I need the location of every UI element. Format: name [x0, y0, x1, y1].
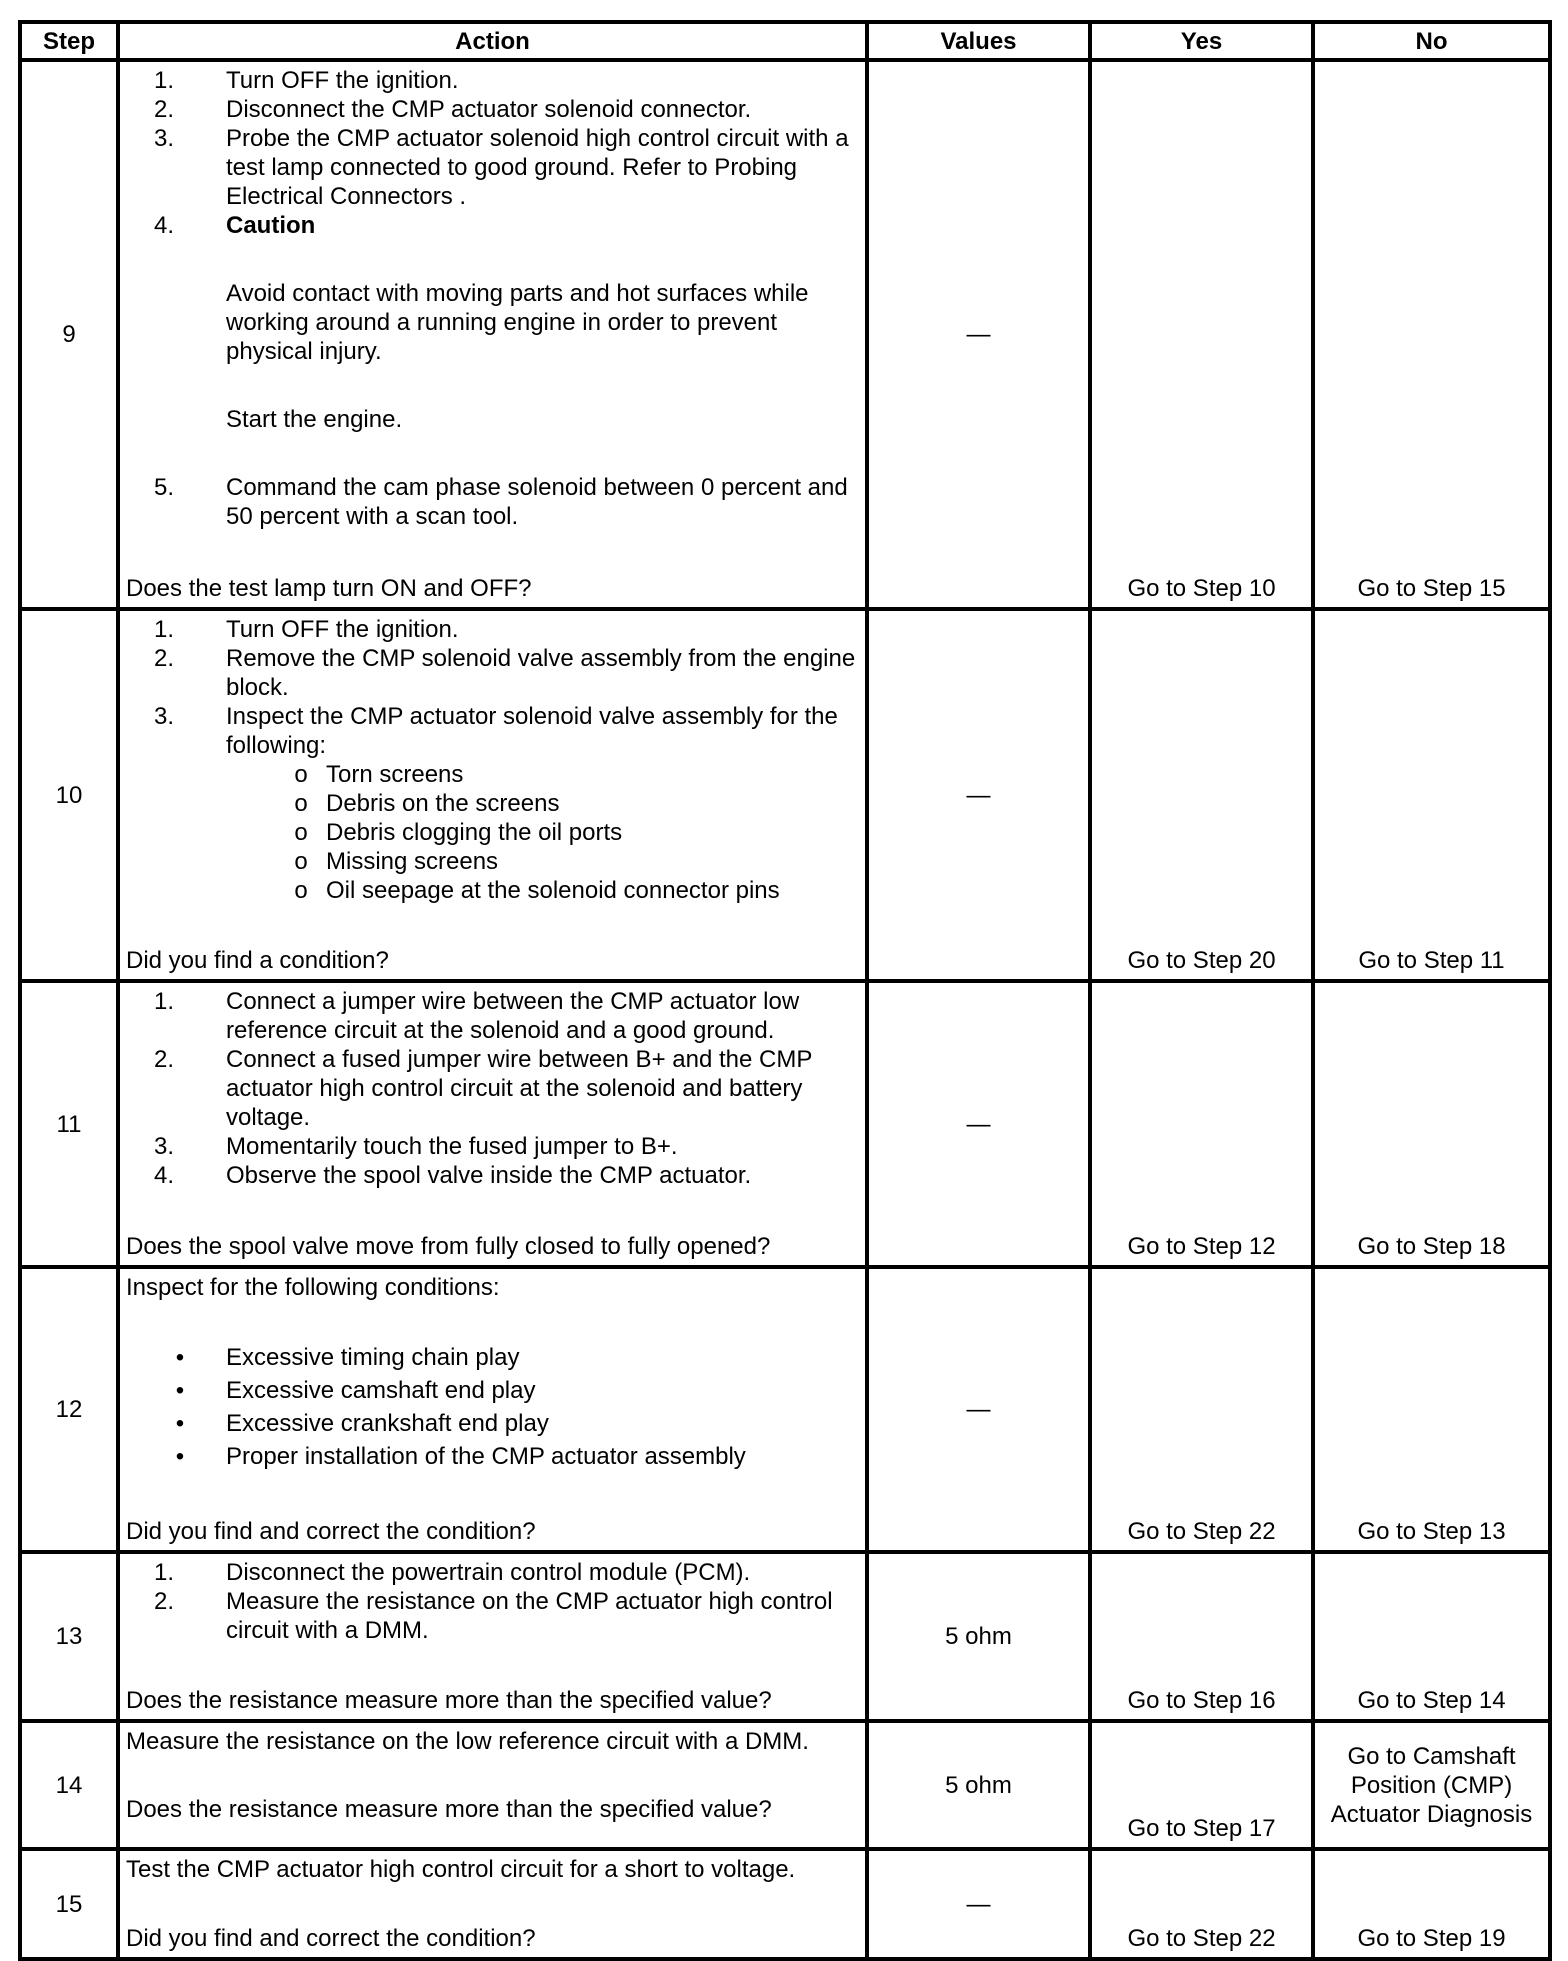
no-cell: Go to Step 18	[1313, 981, 1550, 1267]
no-cell: Go to Step 14	[1313, 1552, 1550, 1721]
item-number: 4.	[153, 212, 174, 239]
item-text: Connect a jumper wire between the CMP actuator low reference circuit at the solenoid and a good ground.	[226, 988, 800, 1044]
sub-marker: o	[294, 819, 308, 846]
table-row-step-9	[20, 60, 1550, 609]
header-row	[20, 22, 1550, 60]
table-row-step-14	[20, 1721, 1550, 1849]
question-text: Does the resistance measure more than the specified value?	[126, 1796, 772, 1823]
question-text: Did you find a condition?	[126, 947, 389, 974]
item-text: Disconnect the powertrain control module (PCM).	[226, 1559, 751, 1586]
intro-text: Inspect for the following conditions:	[126, 1274, 500, 1301]
yes-cell: Go to Step 22	[1090, 1849, 1313, 1959]
item-number: 2.	[153, 1046, 174, 1073]
item-text: Remove the CMP solenoid valve assembly from the engine block.	[226, 645, 856, 701]
sub-marker: o	[294, 848, 308, 875]
no-cell: Go to Step 15	[1313, 60, 1550, 609]
item-number: 1.	[153, 988, 174, 1015]
question-text: Does the resistance measure more than the specified value?	[126, 1687, 772, 1714]
item-number: 3.	[153, 703, 174, 730]
item-number: 5.	[153, 474, 174, 501]
item-number: 4.	[153, 1162, 174, 1189]
intro-text: Measure the resistance on the low reference circuit with a DMM.	[126, 1728, 809, 1755]
caution-heading: Caution	[226, 212, 316, 239]
item-number: 1.	[153, 616, 174, 643]
bullet-marker: •	[175, 1377, 185, 1404]
values-cell: —	[867, 609, 1090, 981]
header-yes: Yes	[1090, 22, 1313, 60]
item-text: Inspect the CMP actuator solenoid valve assembly for the following:	[226, 703, 838, 759]
bullet-item: Excessive camshaft end play	[226, 1377, 536, 1404]
question-text: Did you find and correct the condition?	[126, 1925, 536, 1952]
diagnostic-table	[18, 20, 1552, 1961]
yes-cell: Go to Step 16	[1090, 1552, 1313, 1721]
values-cell: —	[867, 1267, 1090, 1552]
values-cell: 5 ohm	[867, 1552, 1090, 1721]
item-number: 1.	[153, 67, 174, 94]
item-text: Turn OFF the ignition.	[226, 67, 459, 94]
step-number: 11	[20, 981, 118, 1267]
bullet-item: Excessive crankshaft end play	[226, 1410, 549, 1437]
item-number: 1.	[153, 1559, 174, 1586]
item-text: Connect a fused jumper wire between B+ and the CMP actuator high control circuit at the solenoid and battery voltage.	[226, 1046, 812, 1131]
header-values: Values	[867, 22, 1090, 60]
item-number: 2.	[153, 96, 174, 123]
no-cell: Go to Camshaft Position (CMP) Actuator Diagnosis	[1313, 1721, 1550, 1849]
question-text: Does the spool valve move from fully closed to fully opened?	[126, 1233, 771, 1260]
action-cell	[118, 981, 867, 1267]
sub-item: Debris on the screens	[326, 790, 560, 817]
question-text: Does the test lamp turn ON and OFF?	[126, 575, 532, 602]
bullet-item: Proper installation of the CMP actuator assembly	[226, 1443, 746, 1470]
header-action: Action	[118, 22, 867, 60]
values-cell: —	[867, 981, 1090, 1267]
yes-cell: Go to Step 22	[1090, 1267, 1313, 1552]
table-row-step-11	[20, 981, 1550, 1267]
sub-item: Debris clogging the oil ports	[326, 819, 623, 846]
values-cell: 5 ohm	[867, 1721, 1090, 1849]
start-engine-text: Start the engine.	[226, 406, 403, 433]
sub-item: Missing screens	[326, 848, 499, 875]
sub-item: Oil seepage at the solenoid connector pins	[326, 877, 780, 904]
table-row-step-10	[20, 609, 1550, 981]
sub-marker: o	[294, 790, 308, 817]
step-number: 12	[20, 1267, 118, 1552]
action-cell	[118, 1721, 867, 1849]
step-number: 9	[20, 60, 118, 609]
yes-cell: Go to Step 12	[1090, 981, 1313, 1267]
item-number: 2.	[153, 645, 174, 672]
item-text: Command the cam phase solenoid between 0 percent and 50 percent with a scan tool.	[226, 474, 848, 530]
action-cell	[118, 1552, 867, 1721]
table-row-step-15	[20, 1849, 1550, 1959]
sub-item: Torn screens	[326, 761, 464, 788]
intro-text: Test the CMP actuator high control circuit for a short to voltage.	[126, 1856, 796, 1883]
bullet-marker: •	[175, 1410, 185, 1437]
table-row-step-13	[20, 1552, 1550, 1721]
sub-marker: o	[294, 761, 308, 788]
step-number: 13	[20, 1552, 118, 1721]
yes-cell: Go to Step 17	[1090, 1721, 1313, 1849]
item-number: 3.	[153, 1133, 174, 1160]
no-cell: Go to Step 19	[1313, 1849, 1550, 1959]
header-no: No	[1313, 22, 1550, 60]
item-text: Observe the spool valve inside the CMP actuator.	[226, 1162, 752, 1189]
values-cell: —	[867, 1849, 1090, 1959]
item-number: 3.	[153, 125, 174, 152]
yes-cell: Go to Step 10	[1090, 60, 1313, 609]
bullet-item: Excessive timing chain play	[226, 1344, 520, 1371]
values-cell: —	[867, 60, 1090, 609]
header-step: Step	[20, 22, 118, 60]
action-cell	[118, 609, 867, 981]
item-text: Disconnect the CMP actuator solenoid connector.	[226, 96, 752, 123]
question-text: Did you find and correct the condition?	[126, 1518, 536, 1545]
no-cell: Go to Step 11	[1313, 609, 1550, 981]
item-number: 2.	[153, 1588, 174, 1615]
action-cell	[118, 1849, 867, 1959]
step-number: 14	[20, 1721, 118, 1849]
bullet-marker: •	[175, 1344, 185, 1371]
action-cell	[118, 60, 867, 609]
step-number: 10	[20, 609, 118, 981]
step-number: 15	[20, 1849, 118, 1959]
item-text: Momentarily touch the fused jumper to B+.	[226, 1133, 678, 1160]
yes-cell: Go to Step 20	[1090, 609, 1313, 981]
action-cell	[118, 1267, 867, 1552]
table-row-step-12	[20, 1267, 1550, 1552]
sub-marker: o	[294, 877, 308, 904]
item-text: Turn OFF the ignition.	[226, 616, 459, 643]
caution-text: Avoid contact with moving parts and hot surfaces while working around a running engine in order to prevent physical injury.	[226, 280, 809, 365]
bullet-marker: •	[175, 1443, 185, 1470]
no-cell: Go to Step 13	[1313, 1267, 1550, 1552]
item-text: Probe the CMP actuator solenoid high control circuit with a test lamp connected to good ground. Refer to Probing Electrical Connectors .	[226, 125, 849, 210]
item-text: Measure the resistance on the CMP actuator high control circuit with a DMM.	[226, 1588, 833, 1644]
